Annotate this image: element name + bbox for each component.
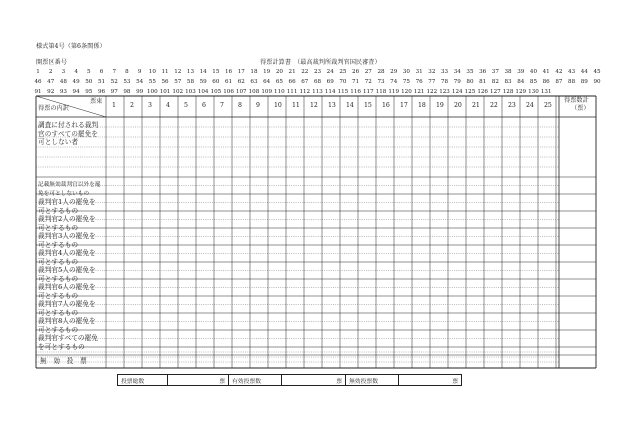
column-number: 24 <box>526 102 534 109</box>
number-cell: 118 <box>375 89 387 95</box>
column-number: 6 <box>202 102 206 109</box>
total-unit: （票） <box>571 105 590 112</box>
number-cell: 46 <box>34 79 42 85</box>
number-cell: 76 <box>415 79 423 85</box>
number-cell: 84 <box>517 79 525 85</box>
document-title: 得票計算書 （最高裁判所裁判官国民審査） <box>260 59 381 66</box>
total-header: 得票数計 <box>564 97 589 104</box>
number-cell: 67 <box>301 79 309 85</box>
number-cell: 33 <box>440 69 449 75</box>
column-number: 17 <box>400 102 408 109</box>
total-votes-unit: 票 <box>168 375 229 385</box>
number-cell: 112 <box>299 89 311 95</box>
column-number: 10 <box>274 102 282 109</box>
number-cell: 52 <box>110 79 118 85</box>
number-cell: 82 <box>491 79 499 85</box>
number-cell: 78 <box>440 79 449 85</box>
number-cell: 115 <box>337 89 349 95</box>
number-cell: 98 <box>123 89 131 95</box>
number-cell: 49 <box>72 79 80 85</box>
number-cell: 56 <box>161 79 169 85</box>
number-cell: 58 <box>186 79 195 85</box>
column-number: 15 <box>364 102 372 109</box>
number-cell: 55 <box>148 79 156 85</box>
column-number: 19 <box>436 102 444 109</box>
number-cell: 16 <box>225 69 233 75</box>
number-cell: 4 <box>74 69 78 75</box>
number-cell: 9 <box>137 69 142 75</box>
number-cell: 21 <box>288 69 296 75</box>
number-cell: 40 <box>529 69 538 75</box>
number-cell: 39 <box>517 69 525 75</box>
number-cell: 2 <box>48 69 53 75</box>
number-cell: 88 <box>568 79 576 85</box>
number-cell: 75 <box>402 79 410 85</box>
number-cell: 61 <box>225 79 233 85</box>
number-cell: 127 <box>490 89 501 95</box>
column-number: 1 <box>112 102 116 109</box>
number-cell: 131 <box>540 89 552 95</box>
number-cell: 130 <box>528 89 539 95</box>
number-cell: 5 <box>87 69 91 75</box>
number-cell: 42 <box>555 69 563 75</box>
column-number: 22 <box>490 102 498 109</box>
number-cell: 91 <box>34 89 42 95</box>
column-number: 11 <box>292 102 300 109</box>
number-cell: 25 <box>339 69 347 75</box>
number-cell: 93 <box>59 89 67 95</box>
number-cell: 14 <box>199 69 207 75</box>
number-cell: 97 <box>110 89 118 95</box>
number-cell: 63 <box>250 79 258 85</box>
number-cell: 68 <box>313 79 322 85</box>
column-number: 12 <box>310 102 318 109</box>
number-cell: 108 <box>248 89 260 95</box>
number-cell: 18 <box>250 69 258 75</box>
number-cell: 30 <box>402 69 410 75</box>
number-cell: 106 <box>223 89 234 95</box>
column-number: 5 <box>184 102 188 109</box>
number-cell: 102 <box>172 89 184 95</box>
number-cell: 13 <box>186 69 195 75</box>
header-content-label: 得票の内訳 <box>38 105 69 112</box>
number-cell: 22 <box>301 69 309 75</box>
number-cell: 17 <box>237 69 245 75</box>
number-cell: 10 <box>148 69 156 75</box>
number-cell: 51 <box>97 79 106 85</box>
number-cell: 69 <box>326 79 334 85</box>
number-cell: 81 <box>479 79 487 85</box>
row-label-judge-1: 裁判官1人の罷免を可とするもの <box>38 198 96 215</box>
number-cell: 80 <box>466 79 474 85</box>
number-cell: 74 <box>390 79 398 85</box>
number-cell: 71 <box>352 79 360 85</box>
number-cell: 94 <box>72 89 80 95</box>
number-cell: 47 <box>47 79 55 85</box>
number-cell: 31 <box>415 69 423 75</box>
number-cell: 72 <box>364 79 372 85</box>
column-number: 7 <box>220 102 224 109</box>
row-label-judge-2: 裁判官2人の罷免を可とするもの <box>38 215 96 232</box>
column-number: 23 <box>508 102 516 109</box>
number-cell: 99 <box>136 89 144 95</box>
column-number: 9 <box>256 102 260 109</box>
district-number-label: 開票区番号 <box>36 59 67 66</box>
number-cell: 113 <box>312 89 323 95</box>
number-cell: 70 <box>339 79 347 85</box>
number-cell: 101 <box>159 89 171 95</box>
number-cell: 50 <box>85 79 93 85</box>
number-cell: 15 <box>212 69 220 75</box>
number-cell: 45 <box>593 69 601 75</box>
row-label-judge-8: 裁判官8人の罷免を可とするもの <box>38 317 96 334</box>
number-cell: 95 <box>85 89 93 95</box>
number-cell: 119 <box>388 89 400 95</box>
column-number: 13 <box>328 102 336 109</box>
number-cell: 38 <box>504 69 512 75</box>
number-cell: 114 <box>324 89 336 95</box>
number-cell: 20 <box>275 69 283 75</box>
row-label-no-dismissal: 調査に付される裁判官のすべての罷免を可としない者 <box>38 121 99 147</box>
number-cell: 41 <box>542 69 550 75</box>
invalid-votes-unit: 票 <box>452 378 458 385</box>
number-cell: 62 <box>237 79 245 85</box>
number-cell: 37 <box>491 69 499 75</box>
number-cell: 1 <box>36 69 40 75</box>
valid-votes-unit: 票 <box>282 375 346 385</box>
column-number: 2 <box>130 102 134 109</box>
number-cell: 104 <box>197 89 209 95</box>
number-cell: 87 <box>555 79 563 85</box>
number-cell: 123 <box>439 89 450 95</box>
number-cell: 122 <box>426 89 438 95</box>
number-cell: 125 <box>464 89 476 95</box>
number-cell: 83 <box>504 79 512 85</box>
summary-box <box>117 374 462 386</box>
number-cell: 3 <box>61 69 66 75</box>
number-cell: 105 <box>210 89 222 95</box>
column-number: 18 <box>418 102 426 109</box>
number-cell: 6 <box>99 69 104 75</box>
number-cell: 65 <box>275 79 283 85</box>
number-cell: 109 <box>261 89 273 95</box>
column-number: 14 <box>346 102 354 109</box>
column-number: 16 <box>382 102 390 109</box>
number-cell: 24 <box>326 69 334 75</box>
number-cell: 44 <box>580 69 588 75</box>
number-cell: 32 <box>428 69 436 75</box>
number-cell: 96 <box>97 89 106 95</box>
number-cell: 110 <box>274 89 285 95</box>
row-label-judge-3: 裁判官3人の罷免を可とするもの <box>38 232 96 249</box>
row-label-judge-4: 裁判官4人の罷免を可とするもの <box>38 249 96 266</box>
total-votes-label: 投票総数 <box>118 375 168 385</box>
column-number: 3 <box>148 102 152 109</box>
number-cell: 79 <box>453 79 461 85</box>
number-cell: 27 <box>364 69 372 75</box>
invalid-votes-label: 無効投票数 <box>346 375 399 385</box>
number-cell: 100 <box>146 89 158 95</box>
number-cell: 120 <box>401 89 412 95</box>
number-cell: 126 <box>477 89 488 95</box>
column-number: 21 <box>472 102 480 109</box>
number-cell: 66 <box>288 79 296 85</box>
number-cell: 85 <box>529 79 538 85</box>
number-cell: 59 <box>199 79 207 85</box>
column-number: 4 <box>166 102 170 109</box>
number-cell: 121 <box>413 89 425 95</box>
number-cell: 29 <box>390 69 398 75</box>
number-cell: 90 <box>593 79 601 85</box>
number-cell: 8 <box>125 69 129 75</box>
row-label-other: 記載無効裁判官以外を罷免を可としないもの <box>38 182 101 197</box>
row-label-judge-7: 裁判官7人の罷免を可とするもの <box>38 300 96 317</box>
number-cell: 7 <box>112 69 116 75</box>
number-cell: 89 <box>580 79 588 85</box>
number-cell: 43 <box>568 69 576 75</box>
row-label-invalid: 無 効 投 票 <box>40 357 87 365</box>
column-number: 8 <box>238 102 242 109</box>
header-votes-label: 票束 <box>90 98 103 105</box>
number-cell: 19 <box>263 69 271 75</box>
number-cell: 128 <box>502 89 514 95</box>
number-cell: 26 <box>352 69 360 75</box>
number-cell: 129 <box>515 89 527 95</box>
number-cell: 86 <box>542 79 550 85</box>
number-cell: 77 <box>428 79 436 85</box>
number-cell: 60 <box>212 79 220 85</box>
row-label-judge-all: 裁判官すべての罷免を可とするもの <box>38 334 99 351</box>
valid-votes-label: 有効投票数 <box>229 375 282 385</box>
number-cell: 73 <box>377 79 385 85</box>
number-cell: 116 <box>350 89 361 95</box>
number-cell: 117 <box>362 89 374 95</box>
number-cell: 64 <box>263 79 271 85</box>
row-label-judge-6: 裁判官6人の罷免を可とするもの <box>38 283 96 300</box>
column-number: 20 <box>454 102 462 109</box>
column-number: 25 <box>544 102 552 109</box>
row-label-judge-5: 裁判官5人の罷免を可とするもの <box>38 266 96 283</box>
form-number: 様式第4号（第6条関係） <box>36 43 106 50</box>
number-cell: 12 <box>174 69 182 75</box>
number-cell: 53 <box>123 79 131 85</box>
number-cell: 111 <box>286 89 298 95</box>
number-cell: 28 <box>377 69 385 75</box>
number-cell: 124 <box>451 89 463 95</box>
number-cell: 92 <box>47 89 55 95</box>
number-cell: 107 <box>235 89 247 95</box>
number-cell: 34 <box>453 69 461 75</box>
number-cell: 57 <box>174 79 182 85</box>
number-cell: 54 <box>136 79 144 85</box>
number-cell: 11 <box>161 69 169 75</box>
number-cell: 35 <box>466 69 474 75</box>
number-cell: 23 <box>313 69 322 75</box>
number-cell: 48 <box>59 79 67 85</box>
number-cell: 103 <box>185 89 196 95</box>
number-cell: 36 <box>479 69 487 75</box>
